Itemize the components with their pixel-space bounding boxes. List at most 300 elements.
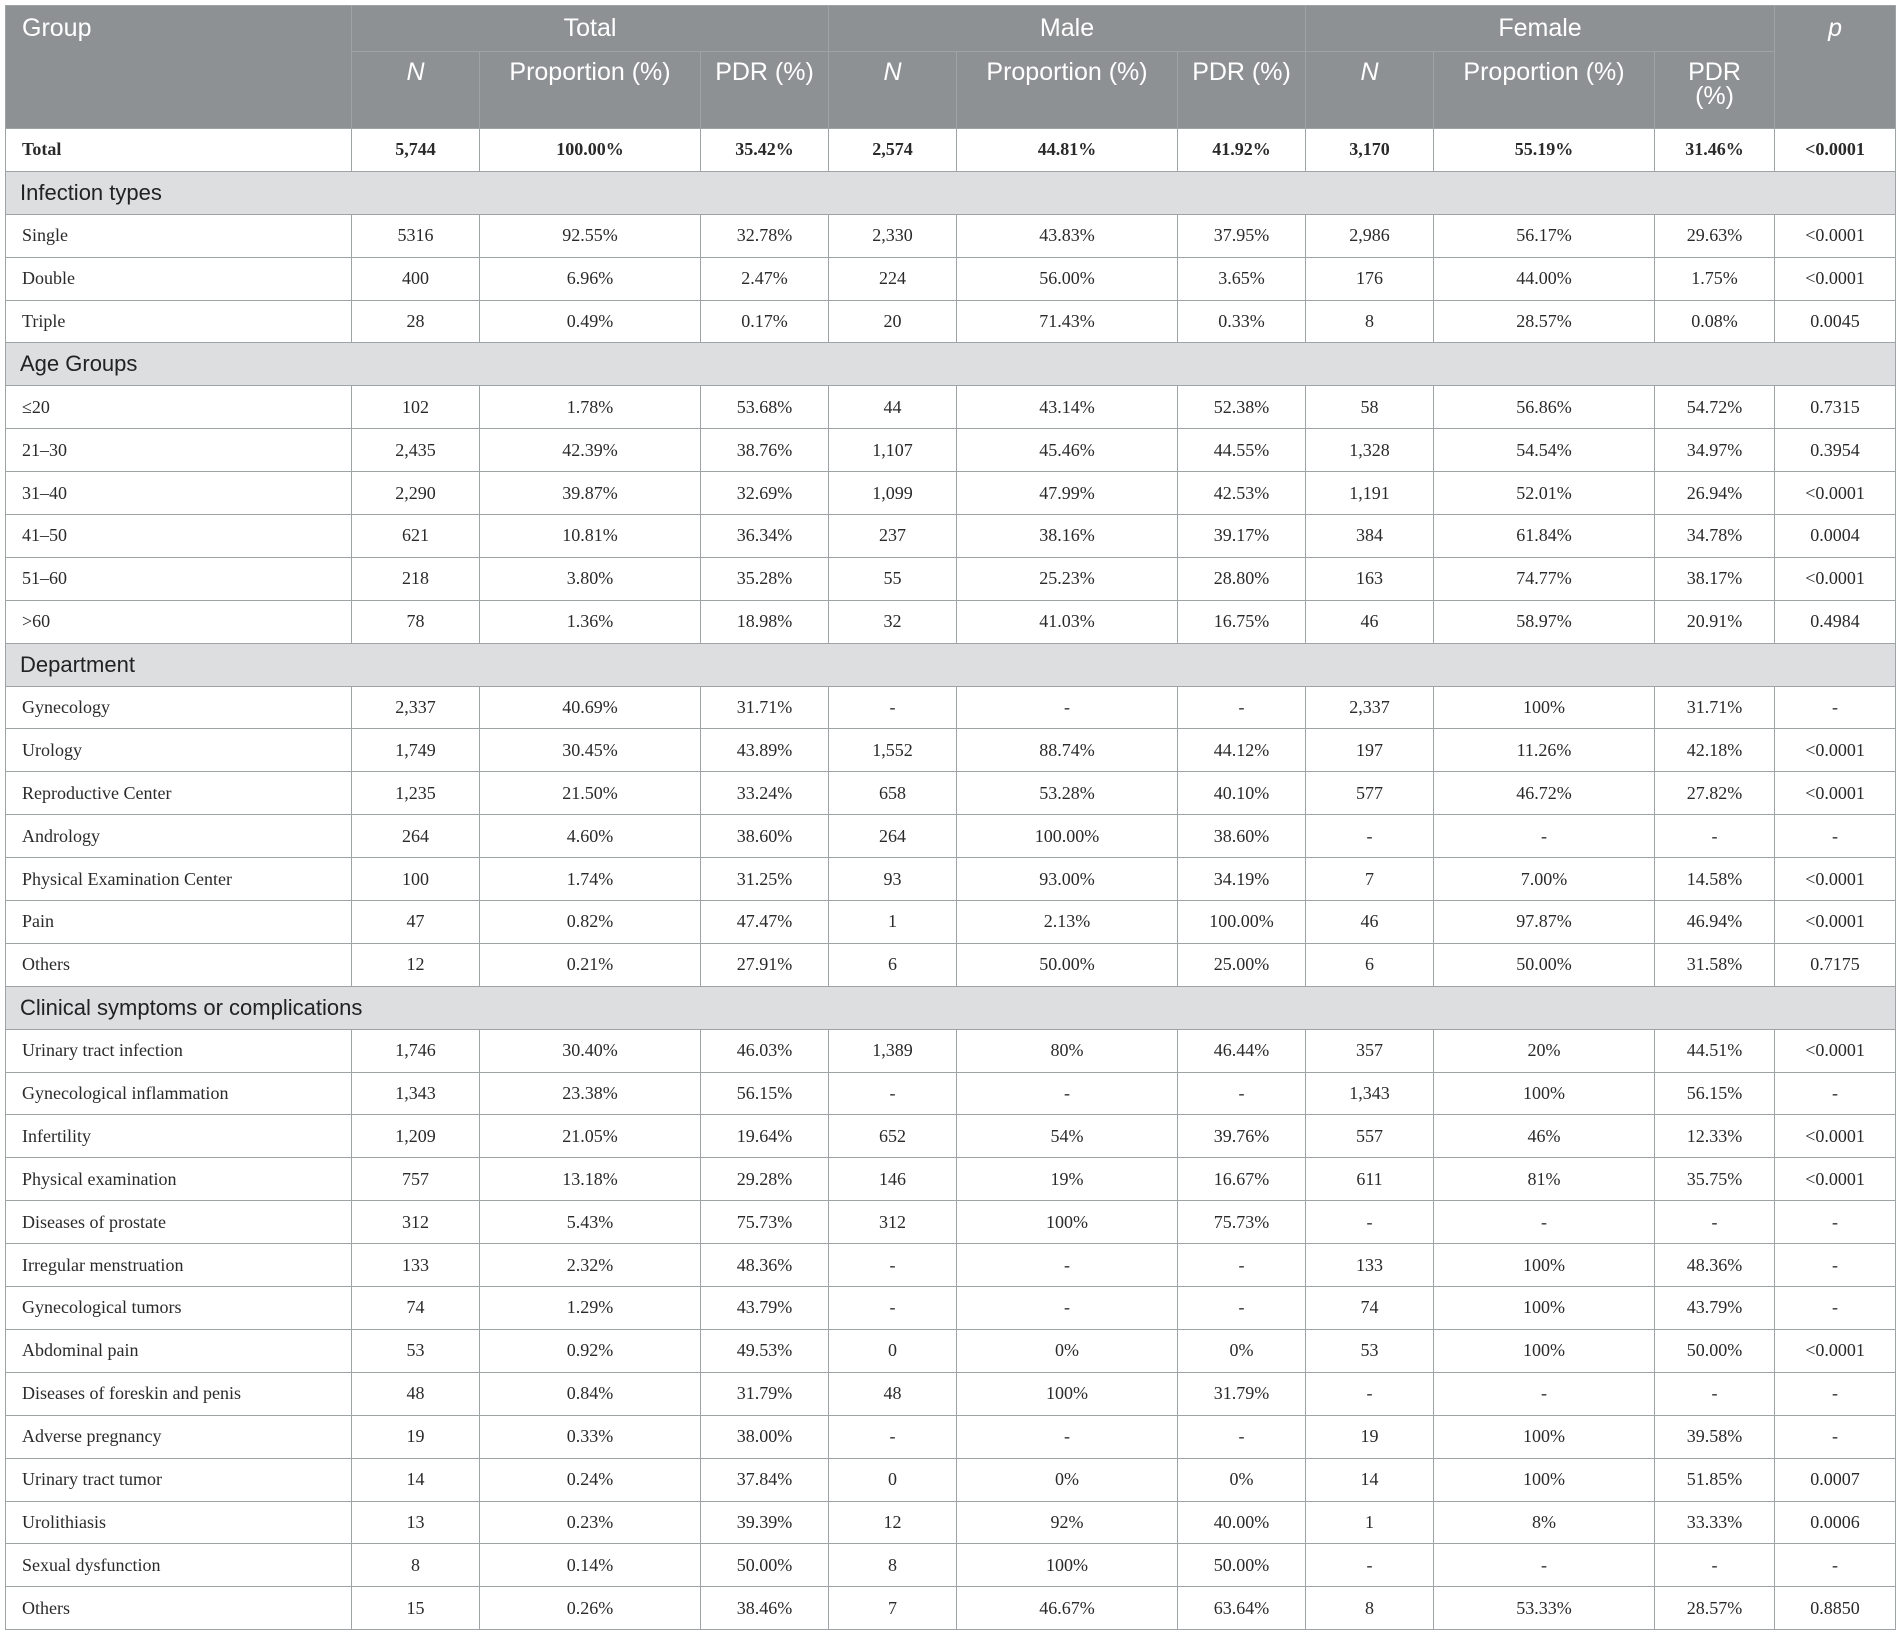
cell-male-proportion: 53.28%	[957, 772, 1178, 815]
cell-total-proportion: 30.40%	[480, 1029, 701, 1072]
cell-male-proportion: 46.67%	[957, 1587, 1178, 1630]
cell-female-pdr: 20.91%	[1655, 600, 1775, 643]
cell-total-n: 1,746	[352, 1029, 480, 1072]
row-label: Diseases of prostate	[6, 1201, 352, 1244]
cell-total-n: 19	[352, 1415, 480, 1458]
cell-female-n: 53	[1306, 1329, 1434, 1372]
cell-female-pdr: 51.85%	[1655, 1458, 1775, 1501]
table-row	[6, 858, 1896, 901]
cell-male-proportion: 100%	[957, 1372, 1178, 1415]
cell-total-pdr: 31.71%	[701, 686, 829, 729]
cell-female-n: 46	[1306, 901, 1434, 944]
cell-female-proportion: 8%	[1434, 1501, 1655, 1544]
cell-total-n: 1,235	[352, 772, 480, 815]
row-label: 31–40	[6, 472, 352, 515]
cell-female-pdr: 48.36%	[1655, 1244, 1775, 1287]
table-row	[6, 772, 1896, 815]
row-label: 51–60	[6, 557, 352, 600]
table-row	[6, 1115, 1896, 1158]
cell-total-n: 47	[352, 901, 480, 944]
cell-female-proportion: 97.87%	[1434, 901, 1655, 944]
cell-male-n: 48	[829, 1372, 957, 1415]
header-female-proportion: Proportion (%)	[1434, 52, 1655, 129]
table-row	[6, 1158, 1896, 1201]
cell-male-proportion: 43.83%	[957, 214, 1178, 257]
cell-female-n: -	[1306, 1372, 1434, 1415]
cell-p-value: <0.0001	[1775, 772, 1896, 815]
table-row	[6, 472, 1896, 515]
cell-male-proportion: 44.81%	[957, 129, 1178, 172]
cell-total-n: 102	[352, 386, 480, 429]
cell-male-proportion: 0%	[957, 1458, 1178, 1501]
cell-total-n: 53	[352, 1329, 480, 1372]
cell-total-n: 264	[352, 815, 480, 858]
cell-female-proportion: 74.77%	[1434, 557, 1655, 600]
cell-male-proportion: 100.00%	[957, 815, 1178, 858]
cell-total-proportion: 92.55%	[480, 214, 701, 257]
cell-female-proportion: 50.00%	[1434, 943, 1655, 986]
row-label: Total	[6, 129, 352, 172]
header-male-proportion: Proportion (%)	[957, 52, 1178, 129]
row-label: Physical Examination Center	[6, 858, 352, 901]
cell-female-proportion: 55.19%	[1434, 129, 1655, 172]
cell-total-pdr: 43.79%	[701, 1287, 829, 1330]
cell-total-pdr: 19.64%	[701, 1115, 829, 1158]
cell-male-proportion: 100%	[957, 1201, 1178, 1244]
cell-female-pdr: 56.15%	[1655, 1072, 1775, 1115]
results-table	[5, 5, 1896, 1630]
cell-female-proportion: 100%	[1434, 1329, 1655, 1372]
cell-female-proportion: 53.33%	[1434, 1587, 1655, 1630]
cell-female-pdr: 31.71%	[1655, 686, 1775, 729]
cell-total-n: 2,337	[352, 686, 480, 729]
cell-male-pdr: 0%	[1178, 1458, 1306, 1501]
cell-female-proportion: 46.72%	[1434, 772, 1655, 815]
cell-female-proportion: 100%	[1434, 1287, 1655, 1330]
cell-female-n: 2,337	[1306, 686, 1434, 729]
row-label: Pain	[6, 901, 352, 944]
cell-male-proportion: 38.16%	[957, 515, 1178, 558]
cell-total-pdr: 33.24%	[701, 772, 829, 815]
cell-total-pdr: 32.78%	[701, 214, 829, 257]
section-header-row	[6, 343, 1896, 386]
cell-total-proportion: 0.49%	[480, 300, 701, 343]
header-female-pdr-line2: (%)	[1695, 82, 1734, 110]
cell-p-value: <0.0001	[1775, 257, 1896, 300]
row-label: Triple	[6, 300, 352, 343]
cell-total-pdr: 49.53%	[701, 1329, 829, 1372]
cell-male-n: 7	[829, 1587, 957, 1630]
cell-total-proportion: 0.21%	[480, 943, 701, 986]
row-label: Urinary tract infection	[6, 1029, 352, 1072]
cell-female-n: 1,328	[1306, 429, 1434, 472]
cell-female-proportion: 54.54%	[1434, 429, 1655, 472]
cell-female-proportion: 20%	[1434, 1029, 1655, 1072]
cell-female-proportion: 11.26%	[1434, 729, 1655, 772]
cell-male-proportion: 71.43%	[957, 300, 1178, 343]
cell-male-n: -	[829, 1244, 957, 1287]
table-row	[6, 257, 1896, 300]
cell-female-pdr: 34.97%	[1655, 429, 1775, 472]
cell-male-pdr: 40.10%	[1178, 772, 1306, 815]
header-male-n: N	[829, 52, 957, 129]
cell-total-proportion: 1.29%	[480, 1287, 701, 1330]
cell-male-pdr: -	[1178, 686, 1306, 729]
cell-male-n: -	[829, 1415, 957, 1458]
cell-male-pdr: 0.33%	[1178, 300, 1306, 343]
cell-total-proportion: 10.81%	[480, 515, 701, 558]
cell-p-value: -	[1775, 815, 1896, 858]
cell-male-n: 2,574	[829, 129, 957, 172]
cell-male-n: 55	[829, 557, 957, 600]
cell-female-pdr: -	[1655, 1372, 1775, 1415]
cell-total-pdr: 38.00%	[701, 1415, 829, 1458]
cell-p-value: <0.0001	[1775, 472, 1896, 515]
cell-total-n: 15	[352, 1587, 480, 1630]
cell-male-n: 652	[829, 1115, 957, 1158]
cell-total-pdr: 18.98%	[701, 600, 829, 643]
row-label: Others	[6, 1587, 352, 1630]
cell-female-n: 611	[1306, 1158, 1434, 1201]
header-male: Male	[829, 6, 1306, 52]
table-body	[6, 129, 1896, 1630]
cell-p-value: 0.3954	[1775, 429, 1896, 472]
cell-male-pdr: -	[1178, 1287, 1306, 1330]
cell-female-n: 557	[1306, 1115, 1434, 1158]
cell-total-proportion: 0.82%	[480, 901, 701, 944]
cell-female-n: 7	[1306, 858, 1434, 901]
table-row	[6, 214, 1896, 257]
cell-total-pdr: 47.47%	[701, 901, 829, 944]
cell-total-pdr: 0.17%	[701, 300, 829, 343]
cell-male-n: 1	[829, 901, 957, 944]
table-row	[6, 1372, 1896, 1415]
cell-female-n: 197	[1306, 729, 1434, 772]
row-label: Gynecological inflammation	[6, 1072, 352, 1115]
cell-total-n: 1,343	[352, 1072, 480, 1115]
cell-male-n: 1,099	[829, 472, 957, 515]
cell-total-proportion: 1.74%	[480, 858, 701, 901]
cell-total-n: 100	[352, 858, 480, 901]
cell-total-proportion: 23.38%	[480, 1072, 701, 1115]
cell-male-pdr: 39.17%	[1178, 515, 1306, 558]
cell-total-n: 12	[352, 943, 480, 986]
table-row	[6, 815, 1896, 858]
cell-male-proportion: 88.74%	[957, 729, 1178, 772]
cell-p-value: -	[1775, 1287, 1896, 1330]
cell-male-proportion: 25.23%	[957, 557, 1178, 600]
cell-male-pdr: 75.73%	[1178, 1201, 1306, 1244]
cell-p-value: -	[1775, 686, 1896, 729]
cell-total-n: 400	[352, 257, 480, 300]
header-total-pdr: PDR (%)	[701, 52, 829, 129]
cell-male-pdr: 42.53%	[1178, 472, 1306, 515]
cell-female-n: 176	[1306, 257, 1434, 300]
cell-female-pdr: 27.82%	[1655, 772, 1775, 815]
header-total: Total	[352, 6, 829, 52]
cell-male-pdr: 41.92%	[1178, 129, 1306, 172]
row-label: Urinary tract tumor	[6, 1458, 352, 1501]
section-title: Clinical symptoms or complications	[6, 986, 1896, 1029]
cell-total-n: 133	[352, 1244, 480, 1287]
cell-male-n: 20	[829, 300, 957, 343]
cell-total-proportion: 5.43%	[480, 1201, 701, 1244]
cell-female-proportion: -	[1434, 1372, 1655, 1415]
table-row	[6, 1544, 1896, 1587]
cell-total-proportion: 0.14%	[480, 1544, 701, 1587]
cell-p-value: 0.7175	[1775, 943, 1896, 986]
cell-total-proportion: 3.80%	[480, 557, 701, 600]
cell-total-pdr: 48.36%	[701, 1244, 829, 1287]
cell-male-proportion: 41.03%	[957, 600, 1178, 643]
cell-total-n: 78	[352, 600, 480, 643]
row-label: Infertility	[6, 1115, 352, 1158]
row-label: Abdominal pain	[6, 1329, 352, 1372]
cell-female-pdr: 39.58%	[1655, 1415, 1775, 1458]
cell-p-value: <0.0001	[1775, 858, 1896, 901]
cell-total-pdr: 35.42%	[701, 129, 829, 172]
cell-male-n: 0	[829, 1458, 957, 1501]
cell-female-pdr: 1.75%	[1655, 257, 1775, 300]
cell-male-pdr: 16.75%	[1178, 600, 1306, 643]
cell-female-n: 19	[1306, 1415, 1434, 1458]
cell-total-n: 621	[352, 515, 480, 558]
cell-female-n: -	[1306, 1544, 1434, 1587]
cell-male-pdr: 100.00%	[1178, 901, 1306, 944]
cell-total-pdr: 31.79%	[701, 1372, 829, 1415]
cell-female-n: 357	[1306, 1029, 1434, 1072]
cell-female-n: 1	[1306, 1501, 1434, 1544]
cell-male-proportion: -	[957, 686, 1178, 729]
cell-female-proportion: 81%	[1434, 1158, 1655, 1201]
cell-male-n: -	[829, 1072, 957, 1115]
cell-female-pdr: 12.33%	[1655, 1115, 1775, 1158]
cell-male-proportion: 50.00%	[957, 943, 1178, 986]
cell-p-value: 0.0045	[1775, 300, 1896, 343]
table-row	[6, 1329, 1896, 1372]
cell-female-n: 58	[1306, 386, 1434, 429]
cell-male-pdr: 28.80%	[1178, 557, 1306, 600]
cell-male-proportion: 92%	[957, 1501, 1178, 1544]
cell-male-pdr: 44.12%	[1178, 729, 1306, 772]
cell-male-n: 224	[829, 257, 957, 300]
cell-male-proportion: 93.00%	[957, 858, 1178, 901]
cell-male-proportion: -	[957, 1072, 1178, 1115]
cell-total-pdr: 36.34%	[701, 515, 829, 558]
cell-female-proportion: 100%	[1434, 1458, 1655, 1501]
table-row	[6, 600, 1896, 643]
cell-female-n: 133	[1306, 1244, 1434, 1287]
cell-female-proportion: 28.57%	[1434, 300, 1655, 343]
cell-female-proportion: -	[1434, 815, 1655, 858]
cell-female-pdr: 28.57%	[1655, 1587, 1775, 1630]
row-label: Urology	[6, 729, 352, 772]
section-title: Infection types	[6, 171, 1896, 214]
cell-female-n: 2,986	[1306, 214, 1434, 257]
cell-p-value: -	[1775, 1415, 1896, 1458]
cell-total-pdr: 50.00%	[701, 1544, 829, 1587]
table-row	[6, 300, 1896, 343]
cell-total-pdr: 56.15%	[701, 1072, 829, 1115]
row-label: Urolithiasis	[6, 1501, 352, 1544]
cell-total-proportion: 0.24%	[480, 1458, 701, 1501]
section-header-row	[6, 986, 1896, 1029]
cell-p-value: <0.0001	[1775, 1158, 1896, 1201]
total-row	[6, 129, 1896, 172]
cell-female-n: 163	[1306, 557, 1434, 600]
cell-total-pdr: 39.39%	[701, 1501, 829, 1544]
cell-male-n: -	[829, 686, 957, 729]
cell-total-pdr: 38.60%	[701, 815, 829, 858]
cell-total-proportion: 2.32%	[480, 1244, 701, 1287]
cell-total-n: 13	[352, 1501, 480, 1544]
cell-male-pdr: -	[1178, 1415, 1306, 1458]
header-female: Female	[1306, 6, 1775, 52]
table-row	[6, 1287, 1896, 1330]
cell-male-n: 93	[829, 858, 957, 901]
cell-female-pdr: 35.75%	[1655, 1158, 1775, 1201]
cell-total-pdr: 38.46%	[701, 1587, 829, 1630]
cell-total-proportion: 6.96%	[480, 257, 701, 300]
cell-female-n: -	[1306, 1201, 1434, 1244]
cell-male-proportion: 45.46%	[957, 429, 1178, 472]
row-label: Irregular menstruation	[6, 1244, 352, 1287]
row-label: Sexual dysfunction	[6, 1544, 352, 1587]
cell-female-proportion: 100%	[1434, 1415, 1655, 1458]
cell-total-proportion: 42.39%	[480, 429, 701, 472]
cell-female-proportion: 56.17%	[1434, 214, 1655, 257]
cell-male-proportion: 19%	[957, 1158, 1178, 1201]
cell-male-proportion: 54%	[957, 1115, 1178, 1158]
header-group: Group	[6, 6, 352, 129]
cell-male-n: 2,330	[829, 214, 957, 257]
cell-female-pdr: -	[1655, 1201, 1775, 1244]
cell-male-pdr: 52.38%	[1178, 386, 1306, 429]
cell-male-pdr: 44.55%	[1178, 429, 1306, 472]
cell-total-n: 2,290	[352, 472, 480, 515]
cell-female-proportion: 52.01%	[1434, 472, 1655, 515]
row-label: Adverse pregnancy	[6, 1415, 352, 1458]
cell-male-proportion: 100%	[957, 1544, 1178, 1587]
cell-female-pdr: 29.63%	[1655, 214, 1775, 257]
row-label: >60	[6, 600, 352, 643]
cell-male-n: 1,552	[829, 729, 957, 772]
cell-male-n: 32	[829, 600, 957, 643]
cell-male-proportion: 80%	[957, 1029, 1178, 1072]
row-label: Reproductive Center	[6, 772, 352, 815]
row-label: Gynecology	[6, 686, 352, 729]
cell-p-value: <0.0001	[1775, 1329, 1896, 1372]
cell-p-value: 0.0004	[1775, 515, 1896, 558]
table-row	[6, 1458, 1896, 1501]
table-row	[6, 1244, 1896, 1287]
table-row	[6, 1072, 1896, 1115]
cell-total-n: 1,749	[352, 729, 480, 772]
cell-total-proportion: 21.05%	[480, 1115, 701, 1158]
cell-female-pdr: 43.79%	[1655, 1287, 1775, 1330]
cell-female-pdr: 38.17%	[1655, 557, 1775, 600]
cell-p-value: <0.0001	[1775, 214, 1896, 257]
cell-total-proportion: 0.23%	[480, 1501, 701, 1544]
cell-female-pdr: 50.00%	[1655, 1329, 1775, 1372]
cell-female-pdr: -	[1655, 1544, 1775, 1587]
cell-total-n: 28	[352, 300, 480, 343]
cell-total-proportion: 100.00%	[480, 129, 701, 172]
cell-male-pdr: 37.95%	[1178, 214, 1306, 257]
cell-male-pdr: 38.60%	[1178, 815, 1306, 858]
table-row	[6, 729, 1896, 772]
section-header-row	[6, 171, 1896, 214]
cell-female-proportion: 100%	[1434, 1072, 1655, 1115]
cell-total-proportion: 13.18%	[480, 1158, 701, 1201]
cell-female-proportion: -	[1434, 1544, 1655, 1587]
cell-total-n: 218	[352, 557, 480, 600]
cell-p-value: 0.8850	[1775, 1587, 1896, 1630]
cell-p-value: -	[1775, 1372, 1896, 1415]
cell-female-proportion: 100%	[1434, 686, 1655, 729]
cell-male-proportion: 2.13%	[957, 901, 1178, 944]
table-row	[6, 943, 1896, 986]
cell-female-proportion: 58.97%	[1434, 600, 1655, 643]
cell-male-n: 6	[829, 943, 957, 986]
cell-total-n: 14	[352, 1458, 480, 1501]
cell-male-n: 1,107	[829, 429, 957, 472]
cell-male-pdr: 63.64%	[1178, 1587, 1306, 1630]
cell-total-proportion: 30.45%	[480, 729, 701, 772]
cell-total-pdr: 31.25%	[701, 858, 829, 901]
table-row	[6, 1201, 1896, 1244]
cell-total-n: 5,744	[352, 129, 480, 172]
header-female-pdr-line1: PDR	[1688, 58, 1741, 86]
row-label: Physical examination	[6, 1158, 352, 1201]
cell-male-n: 146	[829, 1158, 957, 1201]
cell-male-proportion: 56.00%	[957, 257, 1178, 300]
header-total-n: N	[352, 52, 480, 129]
section-title: Department	[6, 643, 1896, 686]
header-female-n: N	[1306, 52, 1434, 129]
cell-male-n: 264	[829, 815, 957, 858]
cell-female-proportion: 61.84%	[1434, 515, 1655, 558]
cell-p-value: 0.4984	[1775, 600, 1896, 643]
cell-female-n: 1,343	[1306, 1072, 1434, 1115]
cell-total-n: 8	[352, 1544, 480, 1587]
cell-total-pdr: 43.89%	[701, 729, 829, 772]
cell-male-pdr: 16.67%	[1178, 1158, 1306, 1201]
cell-female-pdr: 31.46%	[1655, 129, 1775, 172]
cell-female-pdr: 26.94%	[1655, 472, 1775, 515]
table-row	[6, 1587, 1896, 1630]
cell-p-value: 0.0006	[1775, 1501, 1896, 1544]
cell-male-n: 658	[829, 772, 957, 815]
cell-male-pdr: 31.79%	[1178, 1372, 1306, 1415]
table-row	[6, 429, 1896, 472]
cell-total-proportion: 1.78%	[480, 386, 701, 429]
cell-female-n: 384	[1306, 515, 1434, 558]
cell-male-n: -	[829, 1287, 957, 1330]
cell-p-value: <0.0001	[1775, 901, 1896, 944]
cell-total-n: 312	[352, 1201, 480, 1244]
section-title: Age Groups	[6, 343, 1896, 386]
cell-total-n: 757	[352, 1158, 480, 1201]
cell-male-proportion: -	[957, 1287, 1178, 1330]
cell-p-value: <0.0001	[1775, 1115, 1896, 1158]
cell-total-proportion: 40.69%	[480, 686, 701, 729]
cell-total-n: 74	[352, 1287, 480, 1330]
cell-male-pdr: 46.44%	[1178, 1029, 1306, 1072]
row-label: 21–30	[6, 429, 352, 472]
cell-female-pdr: 34.78%	[1655, 515, 1775, 558]
cell-p-value: -	[1775, 1201, 1896, 1244]
